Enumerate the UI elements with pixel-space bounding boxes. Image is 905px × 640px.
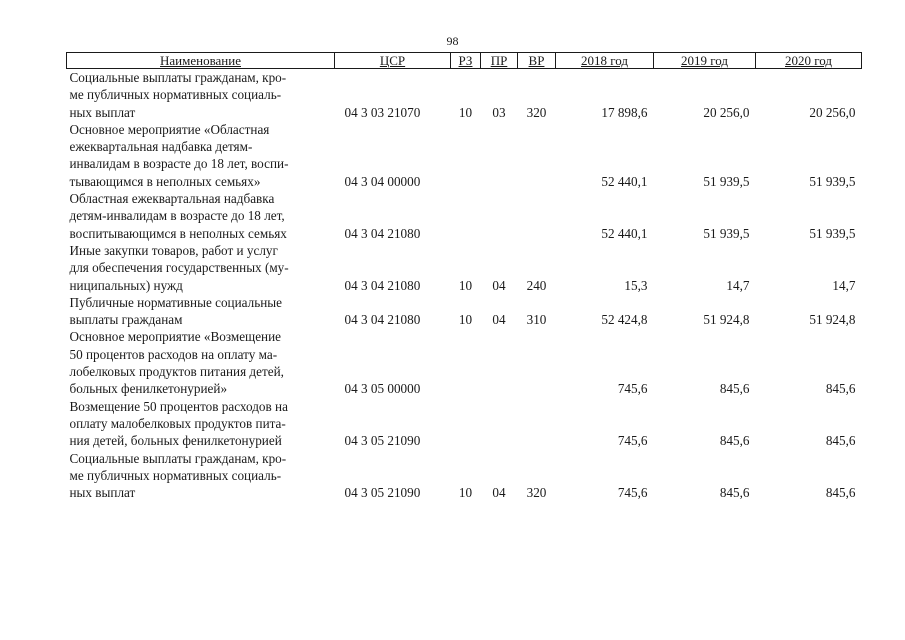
row-name <box>67 190 335 242</box>
row-csr: 04 3 03 21070 <box>344 104 421 120</box>
table-row <box>67 398 862 450</box>
row-csr: 04 3 04 21080 <box>344 225 421 241</box>
row-name-line: Социальные выплаты гражданам, кро- <box>69 450 287 466</box>
header-pr: ПР <box>481 53 518 69</box>
row-name-line: тывающимся в неполных семьях» <box>69 173 261 189</box>
header-csr: ЦСР <box>335 53 451 69</box>
header-rz: РЗ <box>451 53 481 69</box>
row-name-line: лобелковых продуктов питания детей, <box>69 364 284 380</box>
row-name-line: ния детей, больных фенилкетонурией <box>69 433 282 449</box>
table-row <box>67 450 862 502</box>
table-body <box>67 69 862 502</box>
row-name-line: ных выплат <box>69 485 136 501</box>
row-vr: 310 <box>526 312 547 328</box>
row-vr <box>518 121 556 190</box>
row-rz: 10 <box>458 312 473 328</box>
row-2019: 14,7 <box>726 277 750 293</box>
row-name-line: Областная ежеквартальная надбавка <box>69 191 275 207</box>
row-vr <box>518 398 556 450</box>
row-pr: 03 <box>492 104 506 120</box>
row-2019: 51 939,5 <box>703 173 750 189</box>
row-csr: 04 3 04 21080 <box>344 277 421 293</box>
row-name-line: ных выплат <box>69 104 136 120</box>
row-pr: 04 <box>492 485 506 501</box>
row-name <box>67 294 335 329</box>
header-name: Наименование <box>67 53 335 69</box>
row-2020: 845,6 <box>825 381 856 397</box>
row-2018: 15,3 <box>624 277 648 293</box>
row-pr <box>481 328 518 397</box>
row-csr: 04 3 05 21090 <box>344 485 421 501</box>
row-2018: 52 440,1 <box>601 225 648 241</box>
row-name-line: 50 процентов расходов на оплату ма- <box>69 346 278 362</box>
row-rz <box>451 121 481 190</box>
table-row <box>67 242 862 294</box>
row-pr <box>481 190 518 242</box>
row-2020: 845,6 <box>825 485 856 501</box>
row-csr: 04 3 05 21090 <box>344 433 421 449</box>
row-vr <box>518 328 556 397</box>
table-row <box>67 190 862 242</box>
row-vr: 320 <box>526 485 547 501</box>
row-name-line: воспитывающимся в неполных семьях <box>69 225 287 241</box>
row-rz: 10 <box>458 104 473 120</box>
row-2018: 52 440,1 <box>601 173 648 189</box>
row-name-line: Социальные выплаты гражданам, кро- <box>69 70 287 85</box>
row-2018: 745,6 <box>617 381 648 397</box>
row-2020: 51 924,8 <box>809 312 856 328</box>
row-name-line: Возмещение 50 процентов расходов на <box>69 398 288 414</box>
row-2020: 14,7 <box>832 277 856 293</box>
row-name <box>67 69 335 121</box>
row-name-line: выплаты гражданам <box>69 312 183 328</box>
row-rz <box>451 398 481 450</box>
table-header-row <box>67 53 862 69</box>
row-2019: 845,6 <box>719 433 750 449</box>
row-2019: 51 924,8 <box>703 312 750 328</box>
header-2019: 2019 год <box>654 53 756 69</box>
row-pr: 04 <box>492 312 506 328</box>
row-2018: 745,6 <box>617 485 648 501</box>
row-name-line: ежеквартальная надбавка детям- <box>69 139 253 155</box>
row-vr: 240 <box>526 277 547 293</box>
row-rz <box>451 328 481 397</box>
row-2019: 845,6 <box>719 485 750 501</box>
row-name-line: ме публичных нормативных социаль- <box>69 87 282 103</box>
header-vr: ВР <box>518 53 556 69</box>
table-row <box>67 69 862 121</box>
table-row <box>67 328 862 397</box>
row-name-line: детям-инвалидам в возрасте до 18 лет, <box>69 208 285 224</box>
row-name-line: Публичные нормативные социальные <box>69 294 282 310</box>
row-name-line: для обеспечения государственных (му- <box>69 260 289 276</box>
row-2019: 845,6 <box>719 381 750 397</box>
header-2020: 2020 год <box>756 53 862 69</box>
row-2020: 845,6 <box>825 433 856 449</box>
row-name <box>67 398 335 450</box>
row-rz: 10 <box>458 277 473 293</box>
row-2020: 51 939,5 <box>809 225 856 241</box>
page-number: 98 <box>446 34 459 48</box>
row-pr <box>481 121 518 190</box>
row-2019: 51 939,5 <box>703 225 750 241</box>
row-name-line: больных фенилкетонурией» <box>69 381 228 397</box>
row-csr: 04 3 04 00000 <box>344 173 421 189</box>
budget-table <box>66 52 862 501</box>
row-name <box>67 450 335 502</box>
header-2018: 2018 год <box>556 53 654 69</box>
row-2020: 51 939,5 <box>809 173 856 189</box>
row-name <box>67 121 335 190</box>
table-row <box>67 294 862 329</box>
row-vr: 320 <box>526 104 547 120</box>
row-name <box>67 242 335 294</box>
row-name-line: ме публичных нормативных социаль- <box>69 467 282 483</box>
row-name-line: Иные закупки товаров, работ и услуг <box>69 242 278 258</box>
row-vr <box>518 190 556 242</box>
row-pr <box>481 398 518 450</box>
row-name-line: инвалидам в возрасте до 18 лет, воспи- <box>69 156 289 172</box>
row-csr: 04 3 05 00000 <box>344 381 421 397</box>
row-name-line: Основное мероприятие «Областная <box>69 121 270 137</box>
row-2020: 20 256,0 <box>809 104 856 120</box>
row-name-line: Основное мероприятие «Возмещение <box>69 329 282 345</box>
row-2019: 20 256,0 <box>703 104 750 120</box>
row-2018: 52 424,8 <box>601 312 648 328</box>
row-2018: 745,6 <box>617 433 648 449</box>
row-name-line: ниципальных) нужд <box>69 277 183 293</box>
row-name <box>67 328 335 397</box>
row-name-line: оплату малобелковых продуктов пита- <box>69 415 286 431</box>
row-2018: 17 898,6 <box>601 104 648 120</box>
row-rz: 10 <box>458 485 473 501</box>
table-row <box>67 121 862 190</box>
row-csr: 04 3 04 21080 <box>344 312 421 328</box>
row-pr: 04 <box>492 277 506 293</box>
row-rz <box>451 190 481 242</box>
